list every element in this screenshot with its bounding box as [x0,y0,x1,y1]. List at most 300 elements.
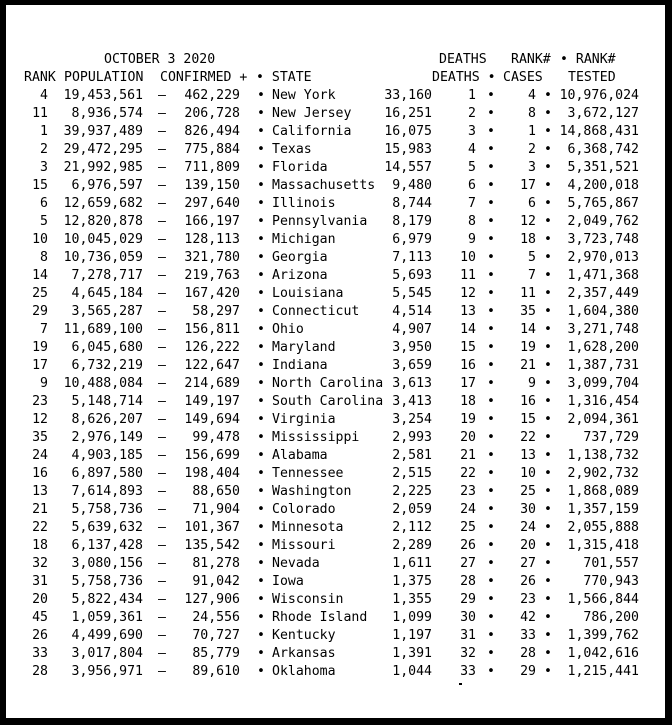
table-row [6,303,665,321]
cell-bullet-2: • [487,160,495,175]
cell-cases-rank: 2 [528,142,536,157]
cell-population: 10,488,084 [63,376,143,391]
cell-population: 4,645,184 [71,286,143,301]
cell-bullet-2: • [487,664,495,679]
cell-deaths: 2,225 [392,484,432,499]
cell-tested: 1,316,454 [567,394,639,409]
cell-bullet-1: • [257,376,265,391]
cell-bullet-3: • [544,484,552,499]
cell-cases-rank: 9 [528,376,536,391]
cell-cases-rank: 13 [520,448,536,463]
cell-deaths-rank: 13 [460,304,476,319]
cell-bullet-3: • [544,430,552,445]
cell-dash: — [158,484,166,499]
cell-bullet-1: • [257,394,265,409]
cell-state: Indiana [272,358,328,373]
col-deaths-rank-header: DEATHS • [432,70,496,85]
cell-population: 8,626,207 [71,412,143,427]
cell-dash: — [158,358,166,373]
cell-tested: 1,628,200 [567,340,639,355]
cell-deaths-rank: 24 [460,502,476,517]
cell-rank: 20 [32,592,48,607]
cell-confirmed: 156,699 [184,448,240,463]
cell-bullet-3: • [544,214,552,229]
cell-rank: 22 [32,520,48,535]
cell-dash: — [158,142,166,157]
cell-bullet-1: • [257,430,265,445]
cell-bullet-3: • [544,124,552,139]
cell-tested: 1,604,380 [567,304,639,319]
cell-dash: — [158,106,166,121]
cell-population: 19,453,561 [63,88,143,103]
cell-rank: 16 [32,466,48,481]
col-tested-header: TESTED [568,70,616,85]
cell-confirmed: 711,809 [184,160,240,175]
cell-bullet-1: • [257,322,265,337]
cell-dash: — [158,610,166,625]
cell-confirmed: 149,197 [184,394,240,409]
cell-deaths-rank: 21 [460,448,476,463]
cell-population: 3,017,804 [71,646,143,661]
col-cases-header: CASES [503,70,543,85]
table-row [6,501,665,519]
cell-population: 7,614,893 [71,484,143,499]
cell-cases-rank: 7 [528,268,536,283]
cell-deaths-rank: 19 [460,412,476,427]
cell-bullet-2: • [487,304,495,319]
table-row [6,339,665,357]
cell-bullet-1: • [257,178,265,193]
table-row [6,429,665,447]
cell-deaths-rank: 7 [468,196,476,211]
cell-dash: — [158,250,166,265]
cell-population: 6,897,580 [71,466,143,481]
cell-state: Rhode Island [272,610,368,625]
cell-confirmed: 99,478 [192,430,240,445]
cell-cases-rank: 6 [528,196,536,211]
cell-cases-rank: 14 [520,322,536,337]
cell-confirmed: 89,610 [192,664,240,679]
table-row [6,87,665,105]
cell-bullet-3: • [544,160,552,175]
cell-population: 2,976,149 [71,430,143,445]
cell-confirmed: 127,906 [184,592,240,607]
cell-bullet-1: • [257,160,265,175]
cell-rank: 32 [32,556,48,571]
cell-state: Virginia [272,412,336,427]
cell-deaths-rank: 5 [468,160,476,175]
cell-tested: 1,471,368 [567,268,639,283]
cell-bullet-1: • [257,646,265,661]
cell-bullet-3: • [544,232,552,247]
cell-bullet-2: • [487,448,495,463]
cell-bullet-3: • [544,628,552,643]
date-title: OCTOBER 3 2020 [104,52,216,67]
cell-confirmed: 167,420 [184,286,240,301]
table-row [6,591,665,609]
cell-deaths: 33,160 [384,88,432,103]
cell-deaths-rank: 6 [468,178,476,193]
cell-dash: — [158,268,166,283]
cell-deaths-rank: 20 [460,430,476,445]
cell-bullet-1: • [257,232,265,247]
cell-rank: 28 [32,664,48,679]
cell-deaths: 2,581 [392,448,432,463]
cell-state: Washington [272,484,352,499]
table-row [6,573,665,591]
cell-bullet-1: • [257,484,265,499]
cell-state: Mississippi [272,430,360,445]
col-population-header: POPULATION [64,70,144,85]
cell-rank: 18 [32,538,48,553]
cell-bullet-2: • [487,628,495,643]
cell-bullet-2: • [487,484,495,499]
cell-deaths: 9,480 [392,178,432,193]
cell-population: 7,278,717 [71,268,143,283]
cell-bullet-3: • [544,556,552,571]
cell-deaths: 3,950 [392,340,432,355]
cell-state: Missouri [272,538,336,553]
cell-deaths: 15,983 [384,142,432,157]
cell-deaths: 1,044 [392,664,432,679]
cell-cases-rank: 10 [520,466,536,481]
cell-tested: 2,970,013 [567,250,639,265]
cell-rank: 29 [32,304,48,319]
cell-deaths-rank: 33 [460,664,476,679]
cell-dash: — [158,340,166,355]
cell-dash: — [158,664,166,679]
cell-cases-rank: 27 [520,556,536,571]
cell-state: Texas [272,142,312,157]
cell-bullet-2: • [487,412,495,427]
cell-bullet-1: • [257,124,265,139]
cell-state: California [272,124,352,139]
cell-bullet-1: • [257,574,265,589]
cell-dash: — [158,160,166,175]
cell-dash: — [158,592,166,607]
cell-population: 5,758,736 [71,502,143,517]
cell-confirmed: 206,728 [184,106,240,121]
cell-bullet-2: • [487,196,495,211]
cell-population: 10,045,029 [63,232,143,247]
cell-deaths: 3,413 [392,394,432,409]
cell-confirmed: 775,884 [184,142,240,157]
rank-cases-top-label: RANK# [511,52,551,67]
cell-bullet-2: • [487,106,495,121]
cell-deaths-rank: 27 [460,556,476,571]
header-row-1 [6,51,665,69]
cell-state: Michigan [272,232,336,247]
cell-deaths: 3,659 [392,358,432,373]
cell-deaths: 3,254 [392,412,432,427]
cell-bullet-3: • [544,106,552,121]
col-rank-header: RANK [24,70,56,85]
cell-rank: 11 [32,106,48,121]
cell-deaths: 16,075 [384,124,432,139]
cell-bullet-2: • [487,520,495,535]
cell-dash: — [158,574,166,589]
table-row [6,465,665,483]
cell-rank: 7 [40,322,48,337]
cell-state: North Carolina [272,376,384,391]
cell-rank: 21 [32,502,48,517]
cell-state: Georgia [272,250,328,265]
cell-deaths-rank: 23 [460,484,476,499]
cell-deaths-rank: 31 [460,628,476,643]
cell-bullet-2: • [487,286,495,301]
cell-bullet-1: • [257,286,265,301]
cell-cases-rank: 4 [528,88,536,103]
cell-bullet-3: • [544,358,552,373]
cell-cases-rank: 18 [520,232,536,247]
cell-cases-rank: 23 [520,592,536,607]
cell-cases-rank: 28 [520,646,536,661]
cell-rank: 17 [32,358,48,373]
cell-tested: 2,055,888 [567,520,639,535]
cell-rank: 33 [32,646,48,661]
cell-bullet-3: • [544,664,552,679]
cell-tested: 10,976,024 [559,88,639,103]
cell-bullet-2: • [487,430,495,445]
cell-state: Massachusetts [272,178,376,193]
cell-cases-rank: 8 [528,106,536,121]
cell-deaths-rank: 17 [460,376,476,391]
cell-cases-rank: 15 [520,412,536,427]
cell-dash: — [158,304,166,319]
cell-rank: 9 [40,376,48,391]
cell-population: 1,059,361 [71,610,143,625]
cell-bullet-3: • [544,466,552,481]
cell-confirmed: 122,647 [184,358,240,373]
cell-rank: 15 [32,178,48,193]
cell-dash: — [158,286,166,301]
cell-deaths-rank: 29 [460,592,476,607]
cell-deaths: 14,557 [384,160,432,175]
cell-cases-rank: 26 [520,574,536,589]
covid-table-sheet [6,5,665,718]
table-row [6,213,665,231]
cell-dash: — [158,628,166,643]
cell-confirmed: 58,297 [192,304,240,319]
cell-population: 5,148,714 [71,394,143,409]
cell-bullet-2: • [487,124,495,139]
cell-deaths: 8,179 [392,214,432,229]
cell-state: Oklahoma [272,664,336,679]
table-row [6,645,665,663]
cell-deaths: 1,375 [392,574,432,589]
cell-rank: 6 [40,196,48,211]
cell-population: 4,499,690 [71,628,143,643]
cell-bullet-3: • [544,142,552,157]
cell-cases-rank: 20 [520,538,536,553]
cell-population: 3,565,287 [71,304,143,319]
cell-state: New Jersey [272,106,352,121]
cell-dash: — [158,376,166,391]
cell-population: 29,472,295 [63,142,143,157]
cell-dash: — [158,394,166,409]
cell-bullet-1: • [257,88,265,103]
cell-deaths: 2,515 [392,466,432,481]
cell-bullet-2: • [487,250,495,265]
cell-confirmed: 128,113 [184,232,240,247]
cell-dash: — [158,520,166,535]
cell-population: 6,976,597 [71,178,143,193]
cell-confirmed: 149,694 [184,412,240,427]
cell-deaths: 6,979 [392,232,432,247]
cell-population: 6,045,680 [71,340,143,355]
cell-population: 12,659,682 [63,196,143,211]
cell-deaths: 7,113 [392,250,432,265]
cell-rank: 8 [40,250,48,265]
cell-bullet-1: • [257,556,265,571]
cell-deaths-rank: 26 [460,538,476,553]
cell-tested: 701,557 [583,556,639,571]
cell-deaths-rank: 25 [460,520,476,535]
cell-deaths: 5,693 [392,268,432,283]
deaths-top-label: DEATHS [439,52,487,67]
cell-dash: — [158,214,166,229]
cell-bullet-2: • [487,322,495,337]
cell-bullet-1: • [257,538,265,553]
cell-deaths: 1,197 [392,628,432,643]
cell-bullet-3: • [544,610,552,625]
table-row [6,195,665,213]
cell-confirmed: 297,640 [184,196,240,211]
cell-rank: 2 [40,142,48,157]
cell-population: 8,936,574 [71,106,143,121]
cell-confirmed: 214,689 [184,376,240,391]
cell-bullet-1: • [257,142,265,157]
cell-deaths-rank: 16 [460,358,476,373]
cell-bullet-2: • [487,646,495,661]
cell-dash: — [158,124,166,139]
cell-cases-rank: 3 [528,160,536,175]
cell-bullet-2: • [487,502,495,517]
cell-cases-rank: 35 [520,304,536,319]
cell-tested: 6,368,742 [567,142,639,157]
cell-bullet-2: • [487,556,495,571]
table-row [6,321,665,339]
cell-bullet-2: • [487,592,495,607]
cell-deaths-rank: 2 [468,106,476,121]
cell-population: 5,639,632 [71,520,143,535]
cell-cases-rank: 25 [520,484,536,499]
cell-tested: 2,902,732 [567,466,639,481]
cell-tested: 1,868,089 [567,484,639,499]
cell-dash: — [158,556,166,571]
cell-rank: 45 [32,610,48,625]
cell-tested: 737,729 [583,430,639,445]
table-row [6,537,665,555]
cell-deaths: 16,251 [384,106,432,121]
cell-state: South Carolina [272,394,384,409]
cell-tested: 1,315,418 [567,538,639,553]
cell-confirmed: 91,042 [192,574,240,589]
cell-confirmed: 24,556 [192,610,240,625]
cell-bullet-3: • [544,322,552,337]
cell-state: Ohio [272,322,304,337]
cell-population: 4,903,185 [71,448,143,463]
cell-deaths: 2,059 [392,502,432,517]
cell-population: 6,732,219 [71,358,143,373]
cell-bullet-1: • [257,106,265,121]
cell-dash: — [158,448,166,463]
cell-cases-rank: 22 [520,430,536,445]
cell-cases-rank: 29 [520,664,536,679]
cell-bullet-1: • [257,214,265,229]
cell-bullet-2: • [487,538,495,553]
cell-dash: — [158,88,166,103]
table-row [6,249,665,267]
rank-tested-top-label: • RANK# [560,52,616,67]
cell-deaths: 2,112 [392,520,432,535]
cell-confirmed: 85,779 [192,646,240,661]
cell-bullet-3: • [544,88,552,103]
cell-tested: 1,566,844 [567,592,639,607]
cell-tested: 14,868,431 [559,124,639,139]
cell-tested: 2,357,449 [567,286,639,301]
cell-cases-rank: 21 [520,358,536,373]
cell-bullet-2: • [487,358,495,373]
cell-state: Illinois [272,196,336,211]
cell-cases-rank: 12 [520,214,536,229]
cell-tested: 770,943 [583,574,639,589]
cell-deaths: 1,611 [392,556,432,571]
cell-state: Connecticut [272,304,360,319]
cell-state: Iowa [272,574,304,589]
cell-deaths-rank: 30 [460,610,476,625]
cell-confirmed: 81,278 [192,556,240,571]
cell-tested: 3,099,704 [567,376,639,391]
cell-bullet-3: • [544,178,552,193]
cell-bullet-2: • [487,142,495,157]
cell-bullet-3: • [544,412,552,427]
cell-bullet-3: • [544,250,552,265]
cell-deaths: 3,613 [392,376,432,391]
cell-deaths-rank: 4 [468,142,476,157]
cell-deaths: 4,514 [392,304,432,319]
cell-rank: 14 [32,268,48,283]
cell-bullet-2: • [487,178,495,193]
cell-confirmed: 71,904 [192,502,240,517]
cell-state: New York [272,88,336,103]
cell-deaths: 1,355 [392,592,432,607]
cell-deaths-rank: 12 [460,286,476,301]
table-row [6,393,665,411]
cell-rank: 4 [40,88,48,103]
cell-dash: — [158,538,166,553]
cell-cases-rank: 16 [520,394,536,409]
cell-bullet-3: • [544,574,552,589]
cell-deaths: 1,391 [392,646,432,661]
table-row [6,105,665,123]
cell-population: 5,822,434 [71,592,143,607]
table-row [6,123,665,141]
cell-confirmed: 101,367 [184,520,240,535]
cell-bullet-3: • [544,196,552,211]
cell-cases-rank: 11 [520,286,536,301]
cell-tested: 1,357,159 [567,502,639,517]
cell-bullet-3: • [544,268,552,283]
cell-bullet-2: • [487,394,495,409]
cell-bullet-1: • [257,664,265,679]
cell-state: Minnesota [272,520,344,535]
cell-population: 21,992,985 [63,160,143,175]
cell-state: Arizona [272,268,328,283]
cell-tested: 786,200 [583,610,639,625]
cell-population: 3,956,971 [71,664,143,679]
table-row [6,141,665,159]
